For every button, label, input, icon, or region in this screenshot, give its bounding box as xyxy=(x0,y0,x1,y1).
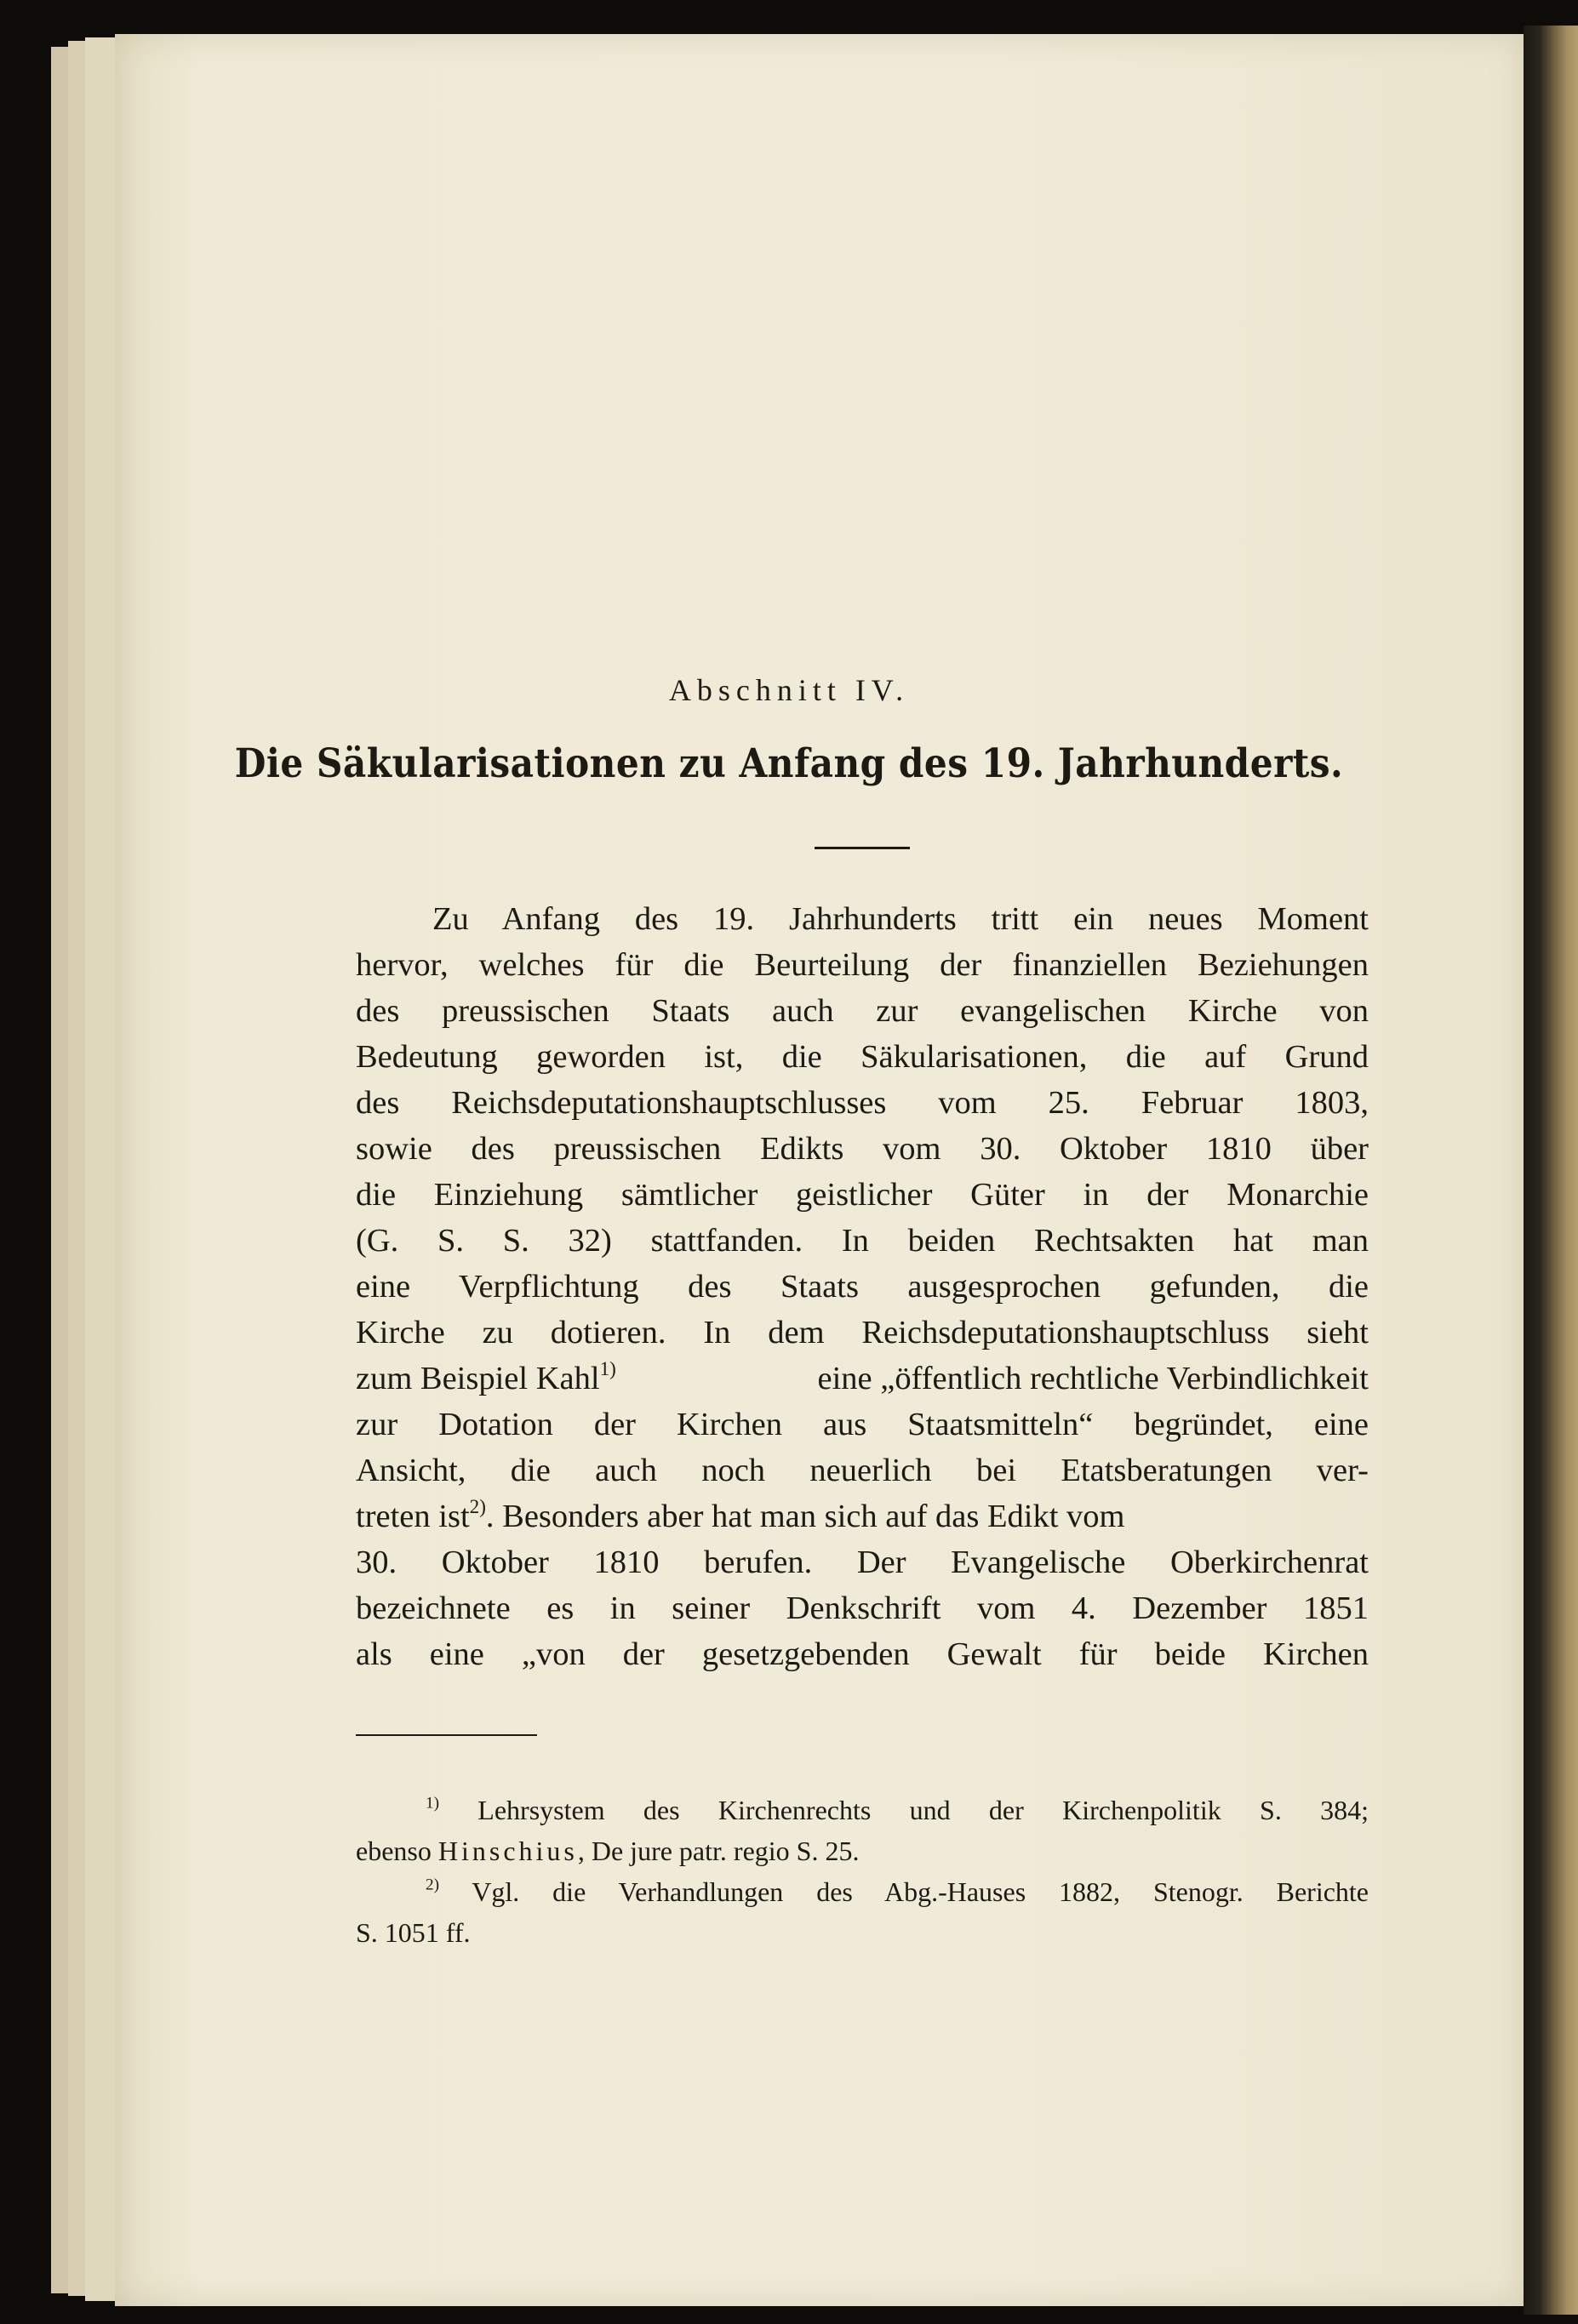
footnote-reference[interactable]: 1) xyxy=(599,1356,616,1379)
book-gutter xyxy=(1524,26,1578,2315)
body-line: Kirche zu dotieren. In dem Reichsdeputationshauptschluss sieht xyxy=(356,1315,1369,1350)
body-line: bezeichnete es in seiner Denkschrift vom 4. Dezember 1851 xyxy=(356,1590,1369,1626)
body-line: (G. S. S. 32) stattfanden. In beiden Rechtsakten hat man xyxy=(356,1223,1369,1259)
footnote-1 xyxy=(426,1790,1369,1830)
body-line: sowie des preussischen Edikts vom 30. Oktober 1810 über xyxy=(356,1131,1369,1167)
footnote-text: Lehrsystem des Kirchenrechts und der Kirchenpolitik S. 384; xyxy=(477,1795,1369,1825)
body-text-segment: eine „öffentlich rechtliche Verbindlichkeit xyxy=(817,1361,1369,1396)
footnote-divider xyxy=(356,1734,537,1736)
footnote-2 xyxy=(426,1871,1369,1912)
body-line: als eine „von der gesetzgebenden Gewalt für beide Kirchen xyxy=(356,1636,1369,1672)
chapter-title: Die Säkularisationen zu Anfang des 19. Jahrhunderts. xyxy=(234,740,1344,787)
body-line-with-footnote xyxy=(356,1356,1369,1402)
footnote-text: Vgl. die Verhandlungen des Abg.-Hauses 1882, Stenogr. Berichte xyxy=(472,1876,1369,1907)
body-line: eine Verpflichtung des Staats ausgesprochen gefunden, die xyxy=(356,1269,1369,1305)
author-name: Hinschius xyxy=(437,1836,578,1866)
title-divider xyxy=(815,847,910,849)
footnote-mark: 2) xyxy=(426,1876,439,1894)
section-label: Abschnitt IV. xyxy=(668,673,910,707)
footnote-mark: 1) xyxy=(426,1794,439,1813)
body-line: zur Dotation der Kirchen aus Staatsmitteln“ begründet, eine xyxy=(356,1407,1369,1442)
footnote-2-continued: S. 1051 ff. xyxy=(356,1917,471,1948)
body-text-segment: treten ist$^{2)}$. Besonders aber hat man sich auf das Edikt vom xyxy=(356,1494,1125,1534)
body-line: Ansicht, die auch noch neuerlich bei Etatsberatungen ver- xyxy=(356,1453,1369,1488)
body-line: 30. Oktober 1810 berufen. Der Evangelische Oberkirchenrat xyxy=(356,1545,1369,1580)
footnote-1-continued: ebenso Hinschius, De jure patr. regio S. 25. xyxy=(356,1836,860,1866)
body-line: des Reichsdeputationshauptschlusses vom 25. Februar 1803, xyxy=(356,1085,1369,1121)
body-line: des preussischen Staats auch zur evangelischen Kirche von xyxy=(356,993,1369,1029)
body-line: Bedeutung geworden ist, die Säkularisationen, die auf Grund xyxy=(356,1039,1369,1075)
body-line: die Einziehung sämtlicher geistlicher Güter in der Monarchie xyxy=(356,1177,1369,1213)
body-line-with-footnote xyxy=(356,1493,1369,1539)
body-text-segment: zum Beispiel Kahl$^{1)}$ xyxy=(356,1356,616,1396)
body-line: hervor, welches für die Beurteilung der finanziellen Beziehungen xyxy=(356,947,1369,983)
footnote-reference[interactable]: 2) xyxy=(469,1494,486,1517)
body-line: Zu Anfang des 19. Jahrhunderts tritt ein neues Moment xyxy=(432,901,1369,937)
